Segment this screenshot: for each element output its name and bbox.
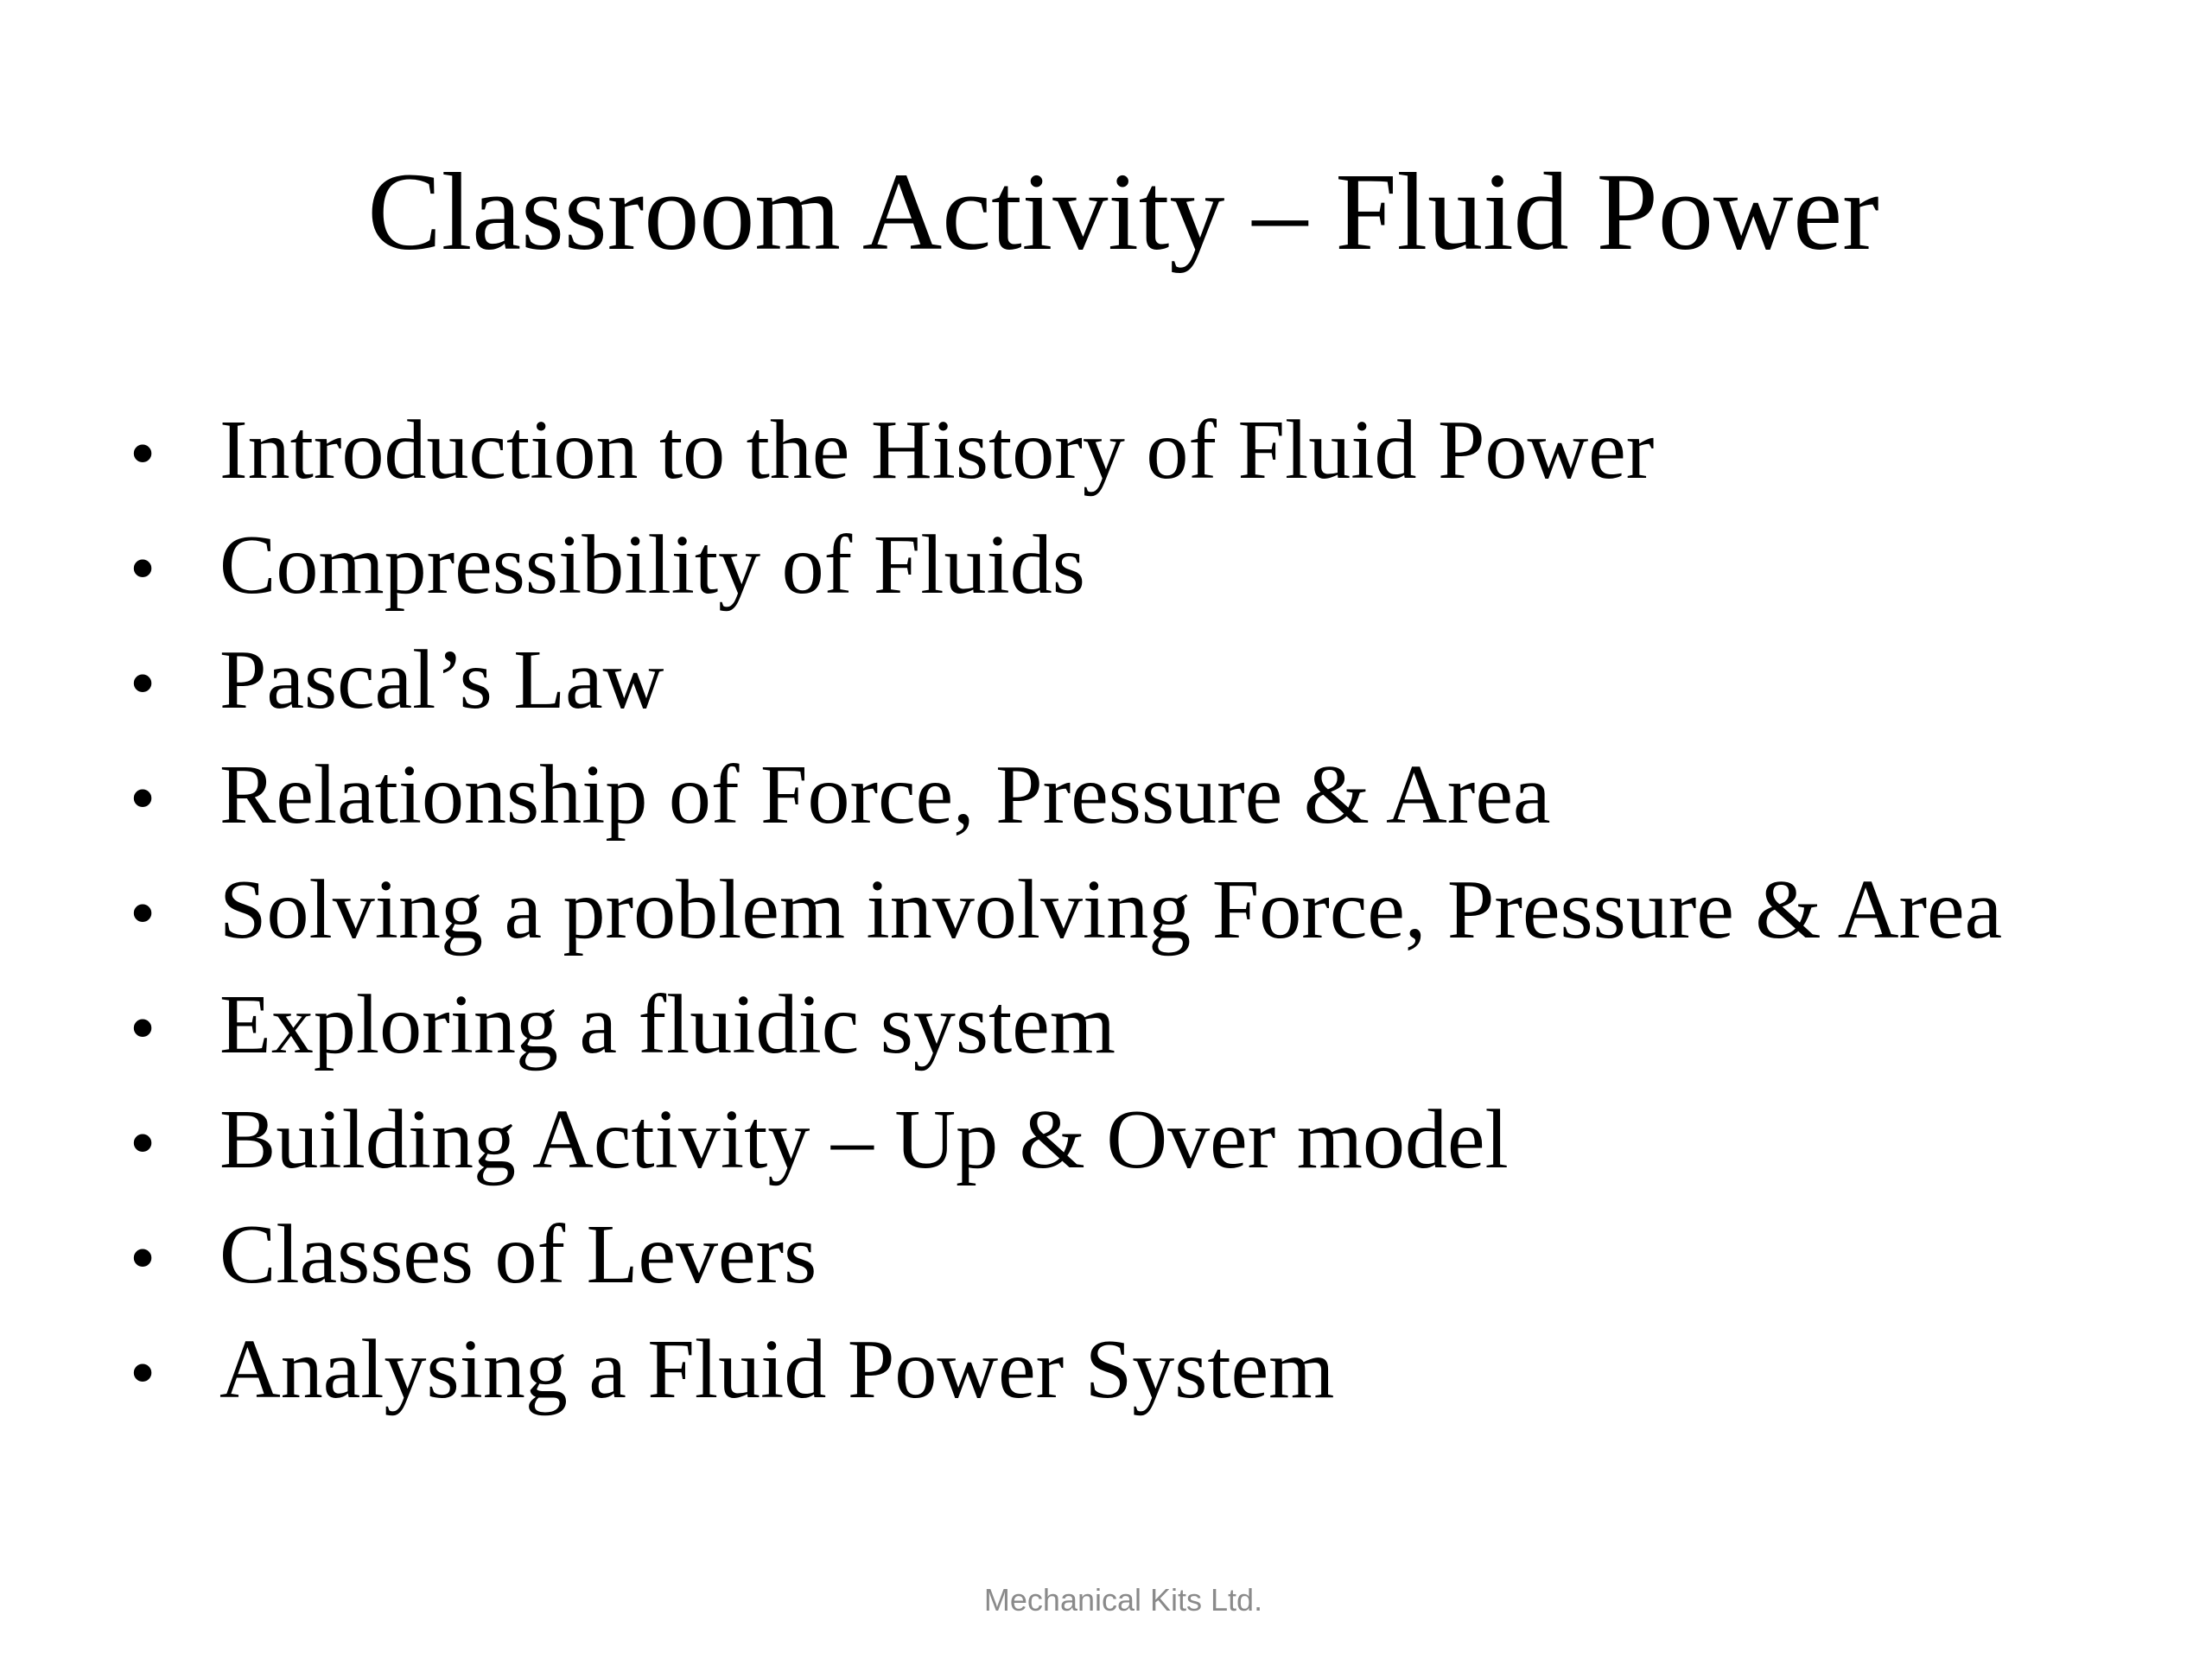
list-item: [130, 508, 2002, 623]
list-item-text: Relationship of Force, Pressure & Area: [219, 748, 1551, 842]
slide-title: Classroom Activity – Fluid Power: [367, 150, 1879, 273]
list-item: [130, 1313, 2002, 1427]
list-item-text: Pascal’s Law: [219, 633, 664, 727]
list-item: [130, 623, 2002, 738]
bullet-icon: •: [130, 756, 156, 839]
list-item: [130, 1198, 2002, 1313]
list-item-text: Solving a problem involving Force, Pressure & Area: [219, 863, 2003, 957]
bullet-list: [130, 393, 2002, 1427]
list-item-text: Compressibility of Fluids: [219, 518, 1085, 612]
slide-footer: Mechanical Kits Ltd.: [983, 1582, 1263, 1618]
list-item: [130, 1083, 2002, 1198]
bullet-icon: •: [130, 1216, 156, 1299]
list-item-text: Analysing a Fluid Power System: [219, 1323, 1335, 1416]
list-item: [130, 393, 2002, 508]
bullet-icon: •: [130, 1101, 156, 1184]
bullet-icon: •: [130, 641, 156, 724]
list-item-text: Introduction to the History of Fluid Power: [219, 404, 1655, 497]
list-item: [130, 738, 2002, 853]
list-item-text: Building Activity – Up & Over model: [219, 1093, 1509, 1186]
list-item: [130, 968, 2002, 1083]
bullet-icon: •: [130, 986, 156, 1069]
bullet-icon: •: [130, 411, 156, 494]
list-item-text: Exploring a fluidic system: [219, 978, 1116, 1071]
list-item: [130, 853, 2002, 968]
list-item-text: Classes of Levers: [219, 1208, 817, 1301]
bullet-icon: •: [130, 1331, 156, 1414]
bullet-icon: •: [130, 871, 156, 954]
bullet-icon: •: [130, 526, 156, 609]
